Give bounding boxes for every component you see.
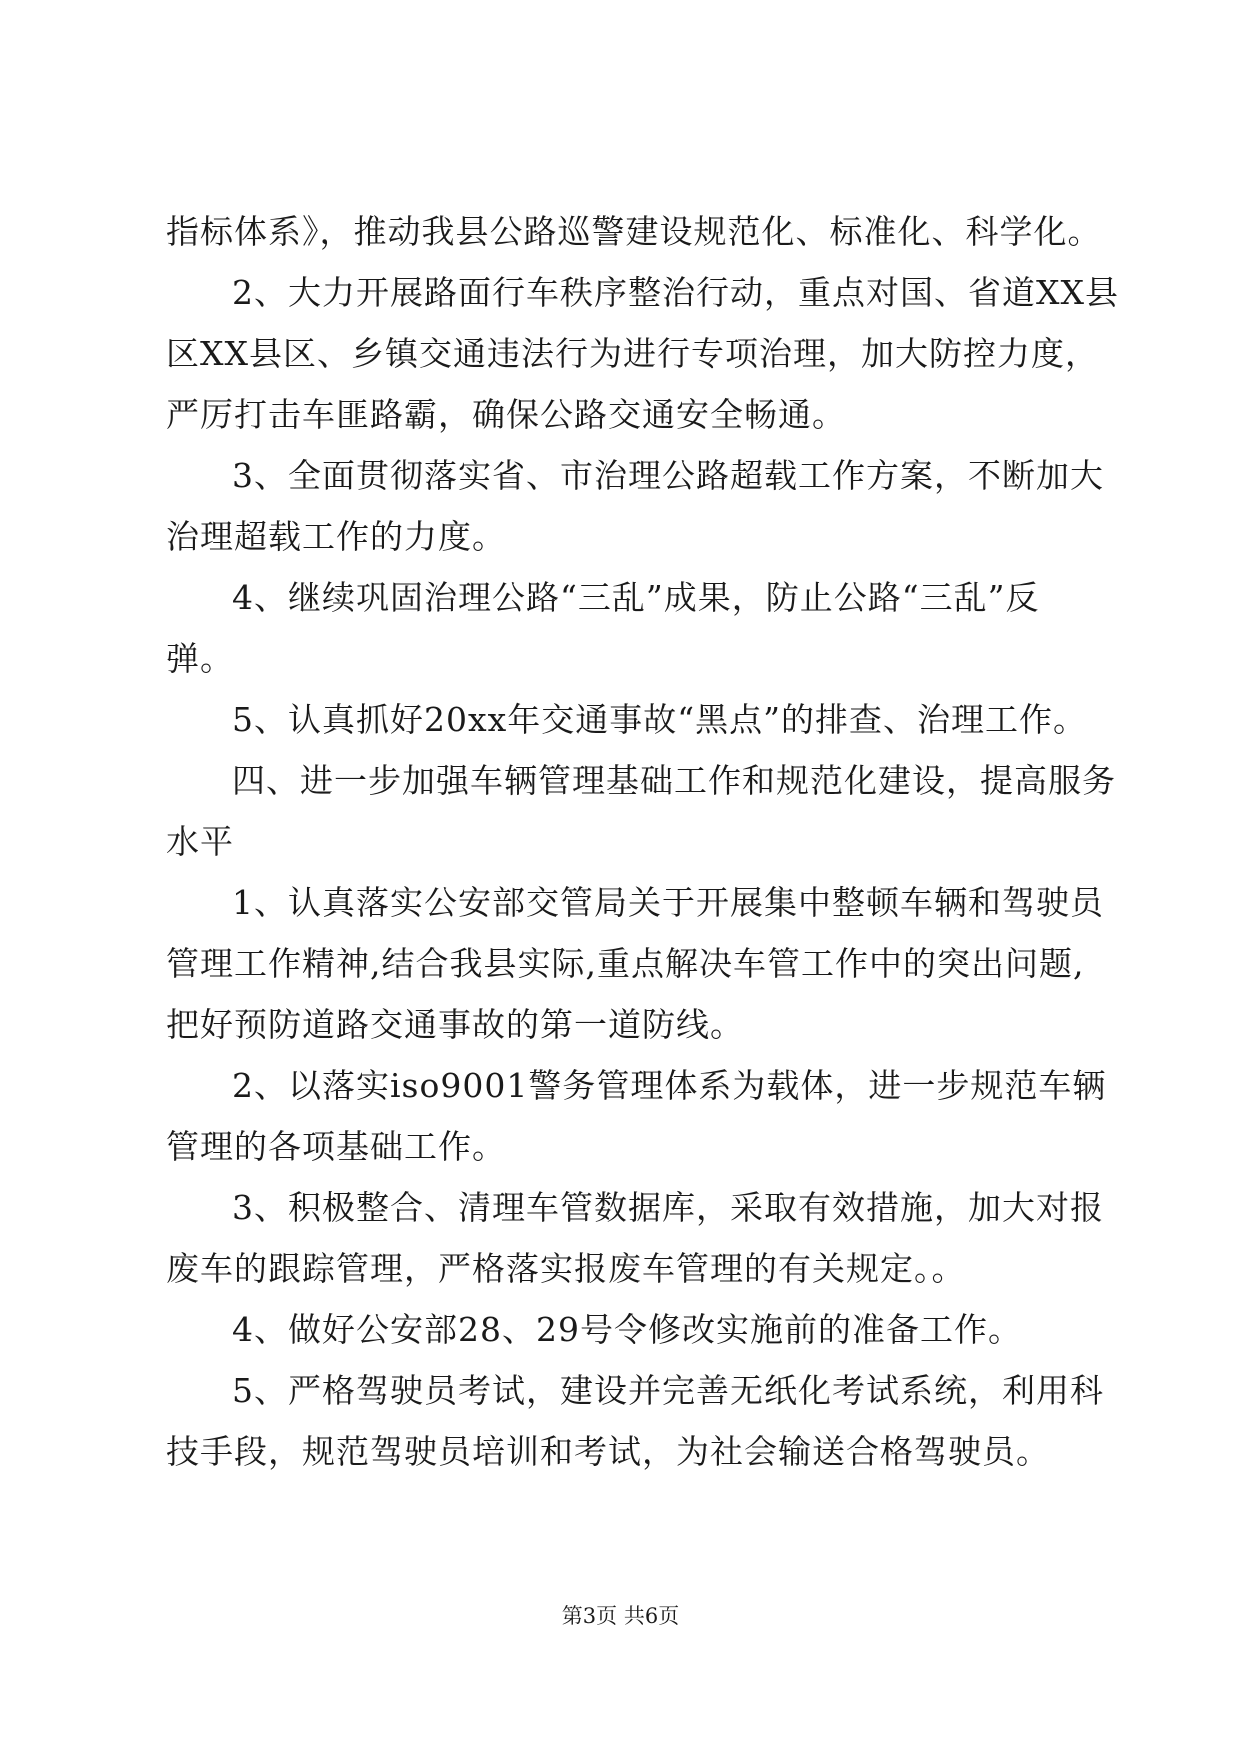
- text-line: 废车的跟踪管理，严格落实报废车管理的有关规定。。: [166, 1249, 966, 1288]
- text-line: 管理工作精神,结合我县实际,重点解决车管工作中的突出问题,: [166, 944, 1085, 983]
- section-heading-continued: 水平: [166, 822, 234, 861]
- text-line: 弹。: [166, 639, 234, 678]
- text-line: 3、全面贯彻落实省、市治理公路超载工作方案，不断加大: [232, 456, 1104, 495]
- text-line: 2、以落实iso9001警务管理体系为载体，进一步规范车辆: [232, 1066, 1107, 1105]
- page-number-footer: 第3页 共6页: [561, 1604, 680, 1628]
- text-line: 区XX县区、乡镇交通违法行为进行专项治理，加大防控力度，: [166, 334, 1099, 373]
- text-line: 2、大力开展路面行车秩序整治行动，重点对国、省道XX县: [232, 273, 1119, 312]
- text-line: 治理超载工作的力度。: [166, 517, 506, 556]
- text-line: 指标体系》，推动我县公路巡警建设规范化、标准化、科学化。: [166, 212, 1102, 251]
- text-line: 5、认真抓好20xx年交通事故“黑点”的排查、治理工作。: [232, 700, 1087, 739]
- text-line: 技手段，规范驾驶员培训和考试，为社会输送合格驾驶员。: [166, 1432, 1050, 1471]
- text-line: 3、积极整合、清理车管数据库，采取有效措施，加大对报: [232, 1188, 1104, 1227]
- section-heading: 四、进一步加强车辆管理基础工作和规范化建设，提高服务: [232, 761, 1116, 800]
- text-line: 严厉打击车匪路霸，确保公路交通安全畅通。: [166, 395, 846, 434]
- text-line: 1、认真落实公安部交管局关于开展集中整顿车辆和驾驶员: [232, 883, 1104, 922]
- document-body: [166, 201, 1119, 1482]
- text-line: 把好预防道路交通事故的第一道防线。: [166, 1005, 744, 1044]
- text-line: 管理的各项基础工作。: [166, 1127, 506, 1166]
- text-line: 5、严格驾驶员考试，建设并完善无纸化考试系统，利用科: [232, 1371, 1104, 1410]
- text-line: 4、继续巩固治理公路“三乱”成果，防止公路“三乱”反: [232, 578, 1040, 617]
- text-line: 4、做好公安部28、29号令修改实施前的准备工作。: [232, 1310, 1022, 1349]
